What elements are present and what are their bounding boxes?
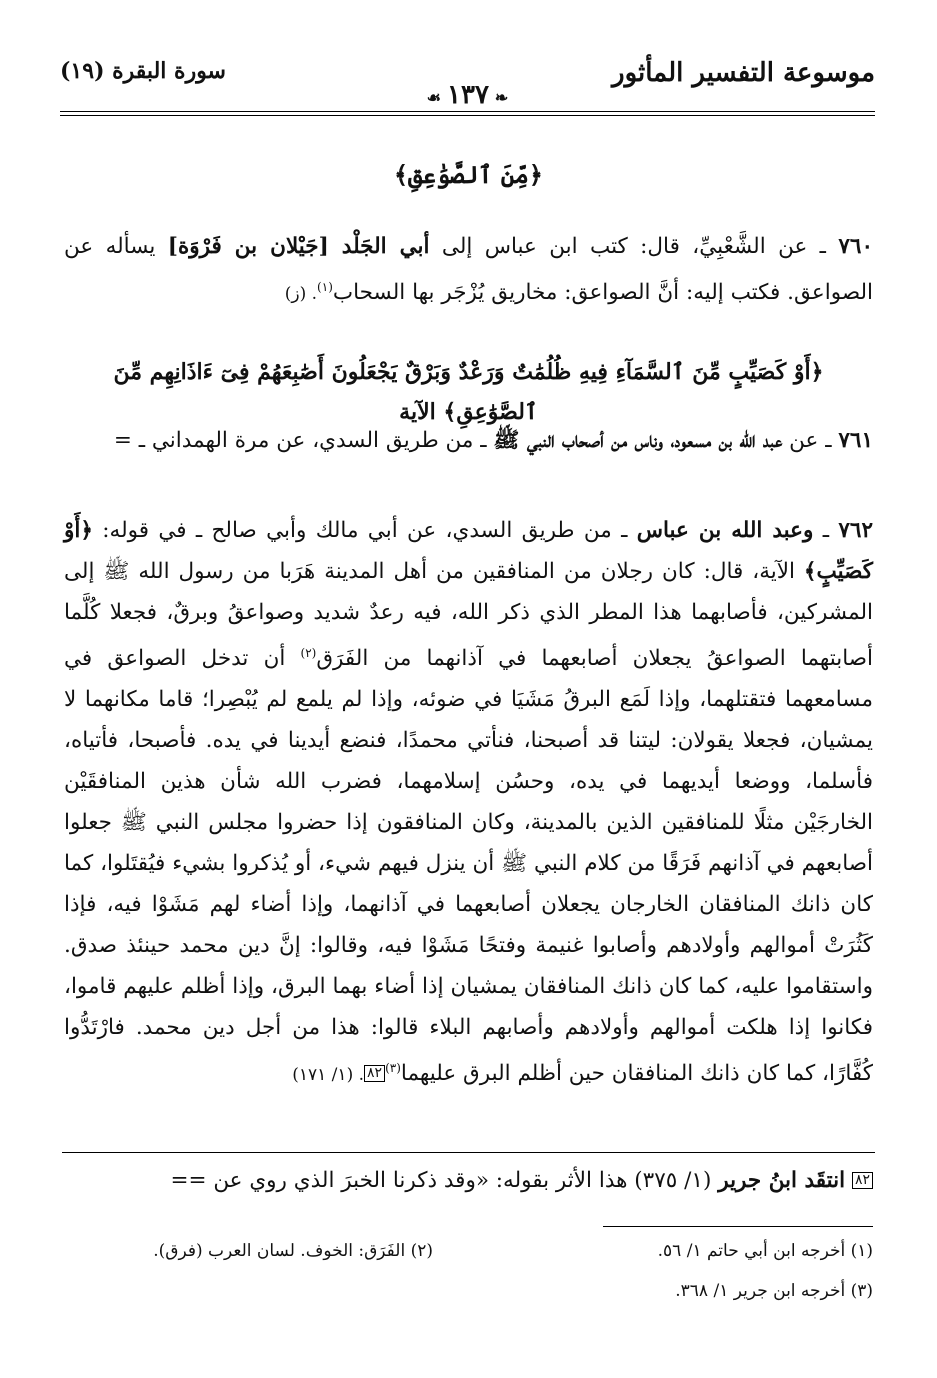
verse-text: ﴿أَوْ كَصَيِّبٍ مِّنَ ٱلسَّمَآءِ فِيهِ ظُلُمَٰتٌ وَرَعْدٌ وَبَرْقٌ يَجْعَلُونَ أَصَٰبِعَهُمْ فِىٓ ءَاذَانِهِم مِّنَ ٱلصَّوَٰعِقِ﴾ xyxy=(113,359,824,425)
footnote-ref: (١) xyxy=(317,280,333,294)
item-number: ٧٦١ xyxy=(838,428,873,453)
page-number-group xyxy=(60,80,875,110)
footnote-ref: (٣) xyxy=(385,1061,401,1076)
body-text: ـ عن xyxy=(782,428,839,453)
source-code: . (ز) xyxy=(284,284,318,305)
body-text: ـ xyxy=(813,518,839,543)
page-header xyxy=(60,48,875,118)
footnote-3: (٣) أخرجه ابن جرير ١/ ٣٦٨. xyxy=(675,1281,873,1301)
note-box-ref: ٨٢ xyxy=(364,1065,385,1082)
header-divider xyxy=(60,111,875,116)
body-text: الآية، قال: كان رجلان من المنافقين من أهل المدينة هَرَبا من رسول الله ﷺ إلى المشركين، فأصابهما هذا المطر الذي ذكر الله، فيه رعدٌ شديد وصواعقُ وبرقٌ، فجعلا كُلَّما أصابتهما الصواعقُ يجعلان أصابعهما في آذانهما من الفَرَق xyxy=(64,559,873,672)
paragraph-760 xyxy=(64,226,873,315)
body-text: ـ عن الشَّعْبِيِّ، قال: كتب ابن عباس إلى xyxy=(429,234,839,259)
narrator-name: وعبد الله بن عباس xyxy=(636,518,814,543)
body-text: ـ من طريق السدي، عن مرة الهمداني ـ = xyxy=(113,428,494,453)
source-code: . (١/ ١٧١) xyxy=(292,1065,365,1086)
item-number: ٧٦٢ xyxy=(838,518,874,543)
page-number: ١٣٧ xyxy=(447,80,489,110)
footnote-row xyxy=(64,1276,873,1306)
footnote-divider xyxy=(603,1226,873,1227)
body-text: أن تدخل الصواعق في مسامعهما فتقتلهما، وإذا لَمَع البرقُ مَشَيَا في ضوئه، وإذا لم يلمع لم يُبْصِرا؛ قاما مكانهما لا يمشيان، فجعلا يقولان: ليتنا قد أصبحنا، فنأتي محمدًا، فنضع أيدينا في يده. فأصبحا، فأتياه، فأسلما، ووضعا أيديهما في يده، وحسُن إسلامهما، فضرب الله شأن هذين المنافقَيْن الخارجَيْن مثلًا للمنافقين الذين بالمدينة، وكان المنافقون إذا حضروا مجلس النبي ﷺ جعلوا أصابعهم في آذانهم فَرَقًا من كلام النبي ﷺ أن ينزل فيهم شيء، أو يُذكروا بشيء فيُقتَلوا، كما كان ذانك المنافقان الخارجان يجعلان أصابعهما في آذانهما، وإذا أضاء لهم مَشَوْا فيه، فإذا كَثُرَتْ أموالهم وأولادهم وأصابوا غنيمة وفتحًا مَشَوْا فيه، وقالوا: إنَّ دين محمد حينئذ صدق. واستقاموا عليه، كما كان ذانك المنافقان يمشيان إذا أضاء بهما البرق، وإذا أظلم عليهم قاموا، فكانوا إذا هلكت أموالهم وأولادهم وأصابهم البلاء قالوا: هذا من أجل دين محمد. فارْتَدُّوا كُفَّارًا، كما كان ذانك المنافقان حين أظلم البرق عليهما xyxy=(64,646,873,1087)
paragraph-761 xyxy=(64,420,873,461)
paragraph-762 xyxy=(64,510,873,1096)
ornament-icon: ❧ xyxy=(494,88,509,107)
footnote-2: (٢) الفَرَق: الخوف. لسان العرب (فرق). xyxy=(153,1241,433,1261)
footnote-ref: (٢) xyxy=(300,646,317,660)
verse-quote: ﴿أَوْ كَصَيِّبٍ﴾ xyxy=(64,518,873,584)
footnote-1: (١) أخرجه ابن أبي حاتم ١/ ٥٦. xyxy=(657,1241,873,1261)
book-title: موسوعة التفسير المأثور xyxy=(612,58,875,88)
footnote-row xyxy=(64,1236,873,1266)
narrator-name: أبي الجَلْد [جَيْلان بن فَرْوَة] xyxy=(167,234,430,259)
note-divider xyxy=(62,1152,875,1153)
surah-label: سورة البقرة (١٩) xyxy=(60,58,226,84)
note-82 xyxy=(64,1160,873,1201)
ornament-icon: ☙ xyxy=(426,88,442,107)
narrator-name: عبد الله بن مسعود، وناس من أصحاب النبي ﷺ xyxy=(493,428,783,453)
body-text: يسأله عن الصواعق. فكتب إليه: أنَّ الصواعق: مخاريق يُزْجَر بها السحاب xyxy=(64,234,873,306)
body-text: ـ من طريق السدي، عن أبي مالك وأبي صالح ـ في قوله: xyxy=(92,518,637,543)
note-text: (١/ ٣٧٥) هذا الأثر بقوله: «وقد ذكرنا الخبرَ الذي روي عن == xyxy=(170,1168,719,1193)
ayah-label: الآية xyxy=(399,399,436,425)
quran-heading-1: ﴿مِّنَ ٱلصَّوَٰعِقِ﴾ xyxy=(394,160,543,189)
note-author: انتقَد ابنُ جرير xyxy=(718,1168,846,1193)
note-box-number: ٨٢ xyxy=(852,1172,873,1189)
item-number: ٧٦٠ xyxy=(838,234,874,259)
